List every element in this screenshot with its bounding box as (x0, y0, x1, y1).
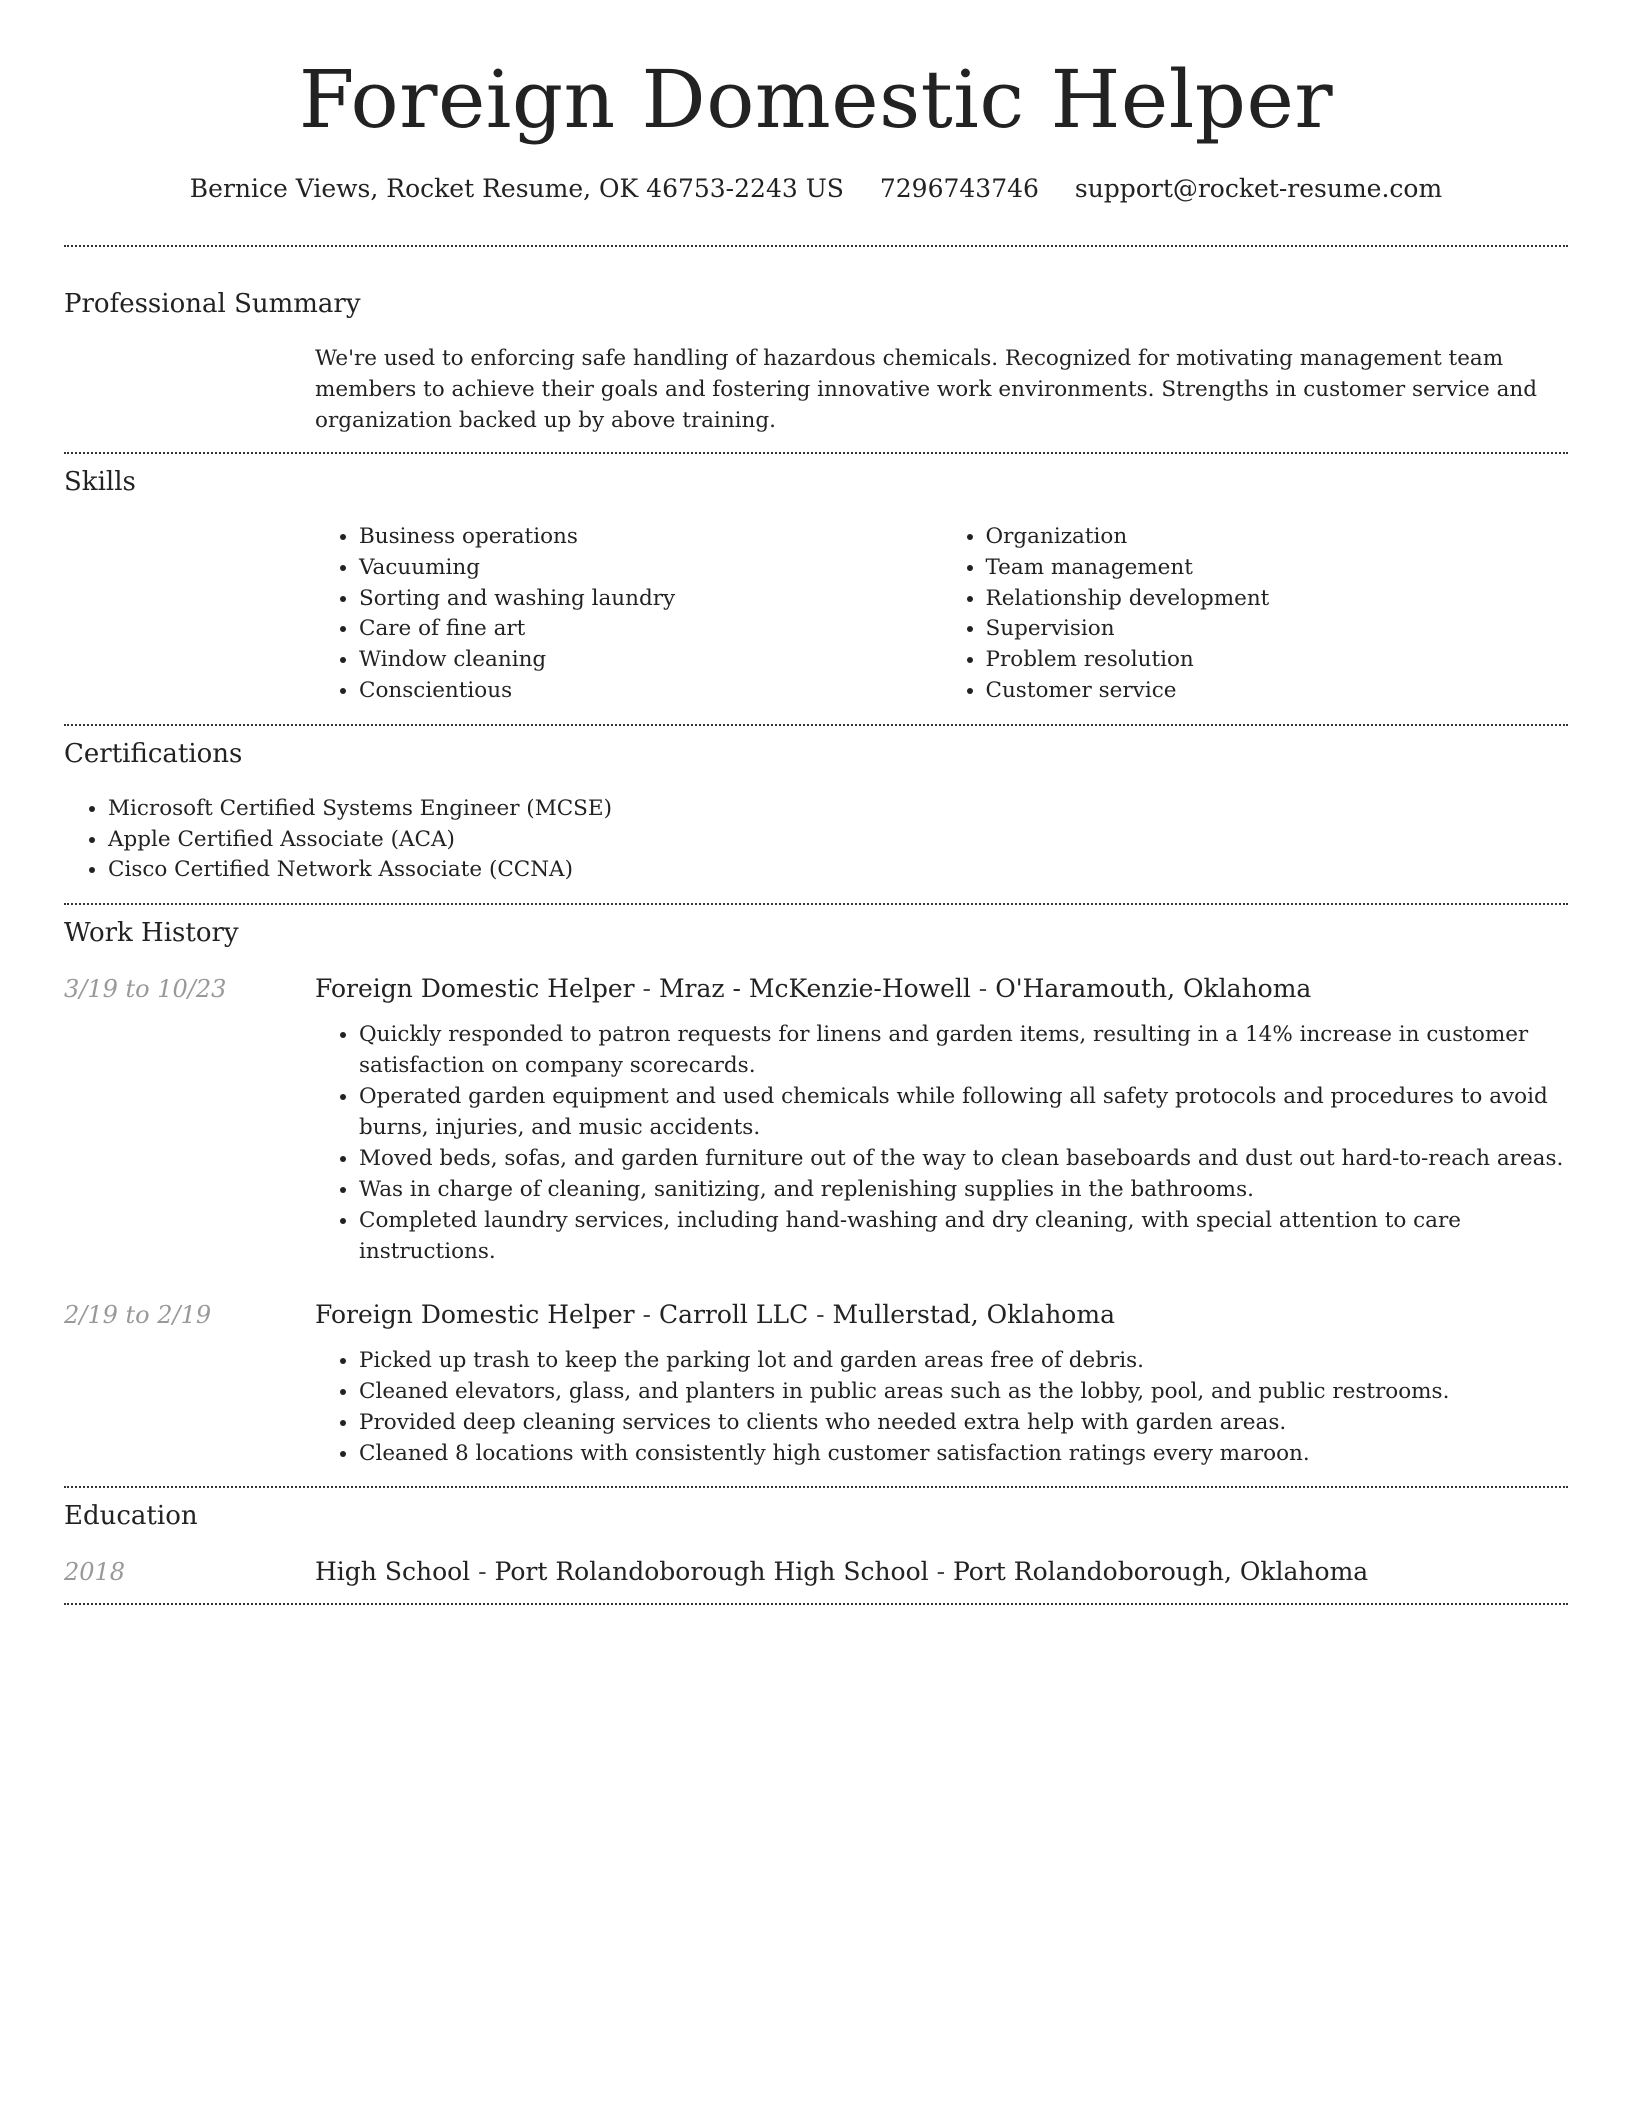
skills-list-left (315, 522, 942, 707)
job-title-line (315, 972, 1311, 1006)
skills-list-right (942, 522, 1569, 707)
candidate-name: Foreign Domestic Helper (298, 53, 1334, 146)
work-history-title: Work History (64, 918, 239, 949)
work-history-section (64, 905, 1568, 1486)
job-header (64, 1298, 1568, 1332)
skills-section (64, 454, 1568, 724)
education-year: 2018 (64, 1558, 126, 1587)
summary-section (64, 247, 1568, 452)
resume-header (64, 50, 1568, 206)
separator: - (970, 974, 996, 1004)
job-bullets (315, 1345, 1568, 1469)
certifications-list (64, 794, 1568, 903)
job-bullet: • Completed laundry services, including hand-washing and dry cleaning, with special attention to care instructions. (359, 1205, 1568, 1267)
contact-address: Bernice Views, Rocket Resume, OK 46753-2243 US (189, 174, 844, 203)
skill-item: • Care of fine art (359, 614, 942, 645)
separator: - (634, 1300, 659, 1330)
education-location: Port Rolandoborough, Oklahoma (953, 1557, 1369, 1587)
certification-item: • Cisco Certified Network Associate (CCNA) (108, 855, 1568, 886)
certification-item: • Apple Certified Associate (ACA) (108, 825, 1568, 856)
job-dates: 3/19 to 10/23 (64, 975, 227, 1004)
skill-item: • Problem resolution (986, 645, 1569, 676)
contact-email: support@rocket-resume.com (1074, 174, 1443, 203)
job-company: Carroll LLC (658, 1300, 809, 1330)
skills-columns (315, 522, 1568, 724)
job-bullet: • Moved beds, sofas, and garden furniture out of the way to clean baseboards and dust out hard-to-reach areas. (359, 1143, 1568, 1174)
education-degree: High School (315, 1557, 471, 1587)
education-entry (64, 1555, 1568, 1603)
skill-item: • Business operations (359, 522, 942, 553)
separator: - (634, 974, 659, 1004)
job-title-line (315, 1298, 1115, 1332)
skill-item: • Vacuuming (359, 553, 942, 584)
education-title: Education (64, 1501, 198, 1532)
footer-divider (64, 1603, 1568, 1605)
summary-text: We're used to enforcing safe handling of hazardous chemicals. Recognized for motivating management team members to achieve their goals and fostering innovative work environments. Strengths in customer service and organization backed up by above training. (315, 346, 1538, 433)
job-header (64, 972, 1568, 1006)
contact-phone: 7296743746 (879, 174, 1039, 203)
contact-info (64, 172, 1568, 206)
separator: - (470, 1557, 495, 1587)
job-bullet: • Provided deep cleaning services to clients who needed extra help with garden areas. (359, 1407, 1568, 1438)
summary-title: Professional Summary (64, 289, 361, 319)
skill-item: • Supervision (986, 614, 1569, 645)
skill-item: • Team management (986, 553, 1569, 584)
education-school: Port Rolandoborough High School (494, 1557, 929, 1587)
job-location: O'Haramouth, Oklahoma (995, 974, 1312, 1004)
job-bullets (315, 1019, 1568, 1267)
separator: - (928, 1557, 953, 1587)
education-line (315, 1555, 1368, 1589)
job-bullet: • Was in charge of cleaning, sanitizing, and replenishing supplies in the bathrooms. (359, 1174, 1568, 1205)
job-location: Mullerstad, Oklahoma (832, 1300, 1115, 1330)
skill-item: • Relationship development (986, 584, 1569, 615)
job-bullet: • Quickly responded to patron requests for linens and garden items, resulting in a 14% increase in customer satisfaction on company scorecards. (359, 1019, 1568, 1081)
job-company: Mraz - McKenzie-Howell (658, 974, 971, 1004)
job-bullet: • Picked up trash to keep the parking lot and garden areas free of debris. (359, 1345, 1568, 1376)
job-bullet: • Operated garden equipment and used chemicals while following all safety protocols and procedures to avoid burns, injuries, and music accidents. (359, 1081, 1568, 1143)
certifications-title: Certifications (64, 738, 243, 769)
education-section (64, 1488, 1568, 1603)
job-entry (64, 1298, 1568, 1469)
skill-item: • Customer service (986, 676, 1569, 707)
job-bullet: • Cleaned elevators, glass, and planters in public areas such as the lobby, pool, and public restrooms. (359, 1376, 1568, 1407)
job-position: Foreign Domestic Helper (315, 974, 635, 1004)
job-entry (64, 972, 1568, 1267)
skill-item: • Window cleaning (359, 645, 942, 676)
certifications-section (64, 726, 1568, 903)
job-position: Foreign Domestic Helper (315, 1300, 635, 1330)
job-dates: 2/19 to 2/19 (64, 1301, 212, 1330)
skill-item: • Organization (986, 522, 1569, 553)
spacer (64, 1469, 1568, 1486)
skill-item: • Conscientious (359, 676, 942, 707)
skills-title: Skills (64, 467, 136, 497)
job-bullet: • Cleaned 8 locations with consistently high customer satisfaction ratings every maroon. (359, 1438, 1568, 1469)
separator: - (808, 1300, 833, 1330)
certification-item: • Microsoft Certified Systems Engineer (MCSE) (108, 794, 1568, 825)
skill-item: • Sorting and washing laundry (359, 584, 942, 615)
